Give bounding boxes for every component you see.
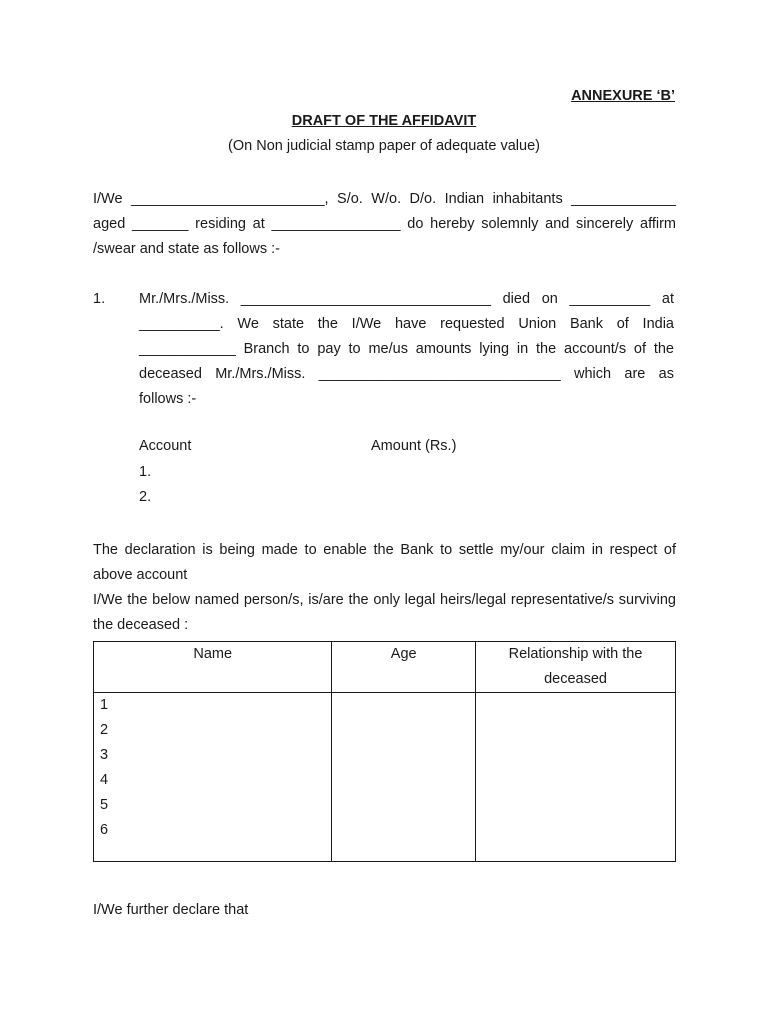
document-title: DRAFT OF THE AFFIDAVIT	[291, 113, 477, 129]
account-column-header: Account	[139, 438, 192, 454]
table-header-row	[94, 642, 676, 693]
amount-column-header: Amount (Rs.)	[371, 438, 457, 454]
item-1-paragraph: Mr./Mrs./Miss. _______________________________ died on __________ at __________. We state the I/We have requested Union Bank of India ____________ Branch to pay to me/us amounts lying in the account/s of the deceased Mr./Mrs./Miss. ______________________________ which are as follows :-	[139, 291, 674, 407]
annexure-label: ANNEXURE ‘B’	[571, 88, 675, 104]
age-column-header: Age	[332, 642, 476, 693]
item-number: 1.	[93, 291, 106, 307]
relationship-column-header	[476, 642, 676, 693]
name-cell	[94, 693, 332, 862]
row-number: 4	[100, 772, 109, 788]
declaration-paragraph: The declaration is being made to enable the Bank to settle my/our claim in respect of above account	[93, 542, 676, 583]
account-row: 2.	[139, 489, 152, 505]
intro-paragraph: I/We ________________________, S/o. W/o. D/o. Indian inhabitants _____________ aged _______ residing at ________________ do hereby solemnly and sincerely affirm /swear and state as follows :-	[93, 191, 676, 257]
relationship-header-text: Relationship with the deceased	[508, 646, 643, 687]
further-declaration: I/We further declare that	[93, 902, 249, 918]
legal-heirs-table	[93, 641, 676, 862]
row-number: 1	[100, 697, 109, 713]
heirs-intro-paragraph: I/We the below named person/s, is/are the only legal heirs/legal representative/s surviving the deceased :	[93, 592, 676, 633]
name-column-header: Name	[94, 642, 332, 693]
age-cell	[332, 693, 476, 862]
table-row	[94, 693, 676, 862]
relationship-cell	[476, 693, 676, 862]
row-number: 5	[100, 797, 109, 813]
row-number: 3	[100, 747, 109, 763]
row-number: 6	[100, 822, 109, 838]
account-row: 1.	[139, 464, 152, 480]
row-number: 2	[100, 722, 109, 738]
document-subtitle: (On Non judicial stamp paper of adequate value)	[228, 138, 540, 154]
